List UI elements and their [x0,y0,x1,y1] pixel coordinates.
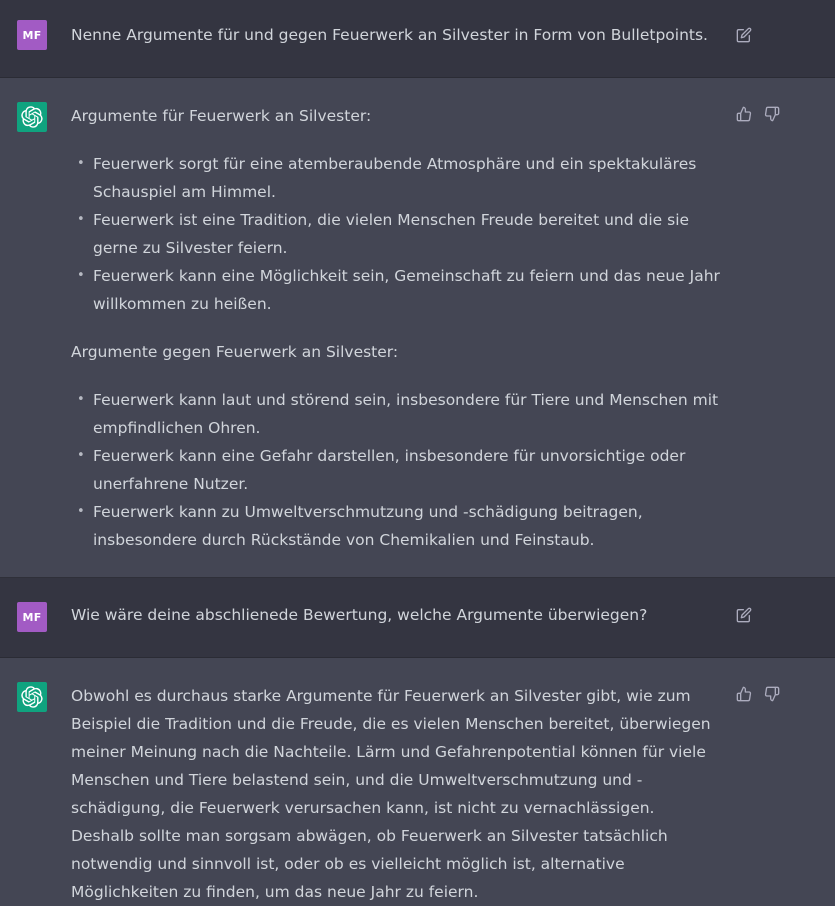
bullet: • [77,212,85,227]
list-item-text: Feuerwerk ist eine Tradition, die vielen Menschen Freude bereitet und die sie gerne zu Silvester feiern. [93,211,690,257]
assistant-message-content [71,682,721,906]
edit-button[interactable] [734,605,754,625]
thumbs-down-icon [764,106,780,122]
assistant-message [0,78,835,578]
user-avatar [17,20,47,50]
pro-heading: Argumente für Feuerwerk an Silvester: [71,107,372,125]
user-message [0,578,835,658]
bullet: • [77,268,85,283]
list-item-text: Feuerwerk sorgt für eine atemberaubende Atmosphäre und ein spektakuläres Schauspiel am Himmel. [93,155,697,201]
assistant-avatar [17,102,47,132]
list-item [71,498,721,554]
assistant-avatar [17,682,47,712]
list-item [71,206,721,262]
list-item-text: Feuerwerk kann eine Möglichkeit sein, Gemeinschaft zu feiern und das neue Jahr willkommen zu heißen. [93,267,720,313]
bullet: • [77,156,85,171]
assistant-message-content [71,102,721,554]
openai-logo-icon [21,686,43,708]
edit-icon [736,27,752,43]
list-item [71,262,721,318]
con-heading: Argumente gegen Feuerwerk an Silvester: [71,343,399,361]
user-message-text [71,601,721,629]
list-item-text: Feuerwerk kann eine Gefahr darstellen, insbesondere für unvorsichtige oder unerfahrene Nutzer. [93,447,686,493]
list-item [71,442,721,498]
openai-logo-icon [21,106,43,128]
thumbs-down-icon [764,686,780,702]
assistant-message [0,658,835,901]
thumbs-down-button[interactable] [762,684,782,704]
thumbs-up-icon [736,686,752,702]
thumbs-up-button[interactable] [734,104,754,124]
bullet: • [77,392,85,407]
edit-button[interactable] [734,25,754,45]
user-avatar-initials: MF [22,610,42,624]
user-message-text [71,21,721,49]
thumbs-down-button[interactable] [762,104,782,124]
pro-list [71,150,721,318]
user-avatar-initials: MF [22,28,42,42]
thumbs-up-button[interactable] [734,684,754,704]
assistant-answer: Obwohl es durchaus starke Argumente für Feuerwerk an Silvester gibt, wie zum Beispiel die Tradition und die Freude, die es vielen Menschen bereitet, überwiegen meiner Meinung nach die Nachteile. Lärm und Gefahrenpotential können für viele Menschen und Tiere belastend sein, und die Umweltverschmutzung und -schädigung, die Feuerwerk verursachen kann, ist nicht zu vernachlässigen. Deshalb sollte man sorgsam abwägen, ob Feuerwerk an Silvester tatsächlich notwendig und sinnvoll ist, oder ob es vielleicht möglich ist, alternative Möglichkeiten zu finden, um das neue Jahr zu feiern. [71,687,711,901]
list-item [71,386,721,442]
user-prompt: Nenne Argumente für und gegen Feuerwerk an Silvester in Form von Bulletpoints. [71,26,708,44]
list-item-text: Feuerwerk kann zu Umweltverschmutzung und -schädigung beitragen, insbesondere durch Rückstände von Chemikalien und Feinstaub. [93,503,643,549]
bullet: • [77,504,85,519]
bullet: • [77,448,85,463]
user-message [0,0,835,78]
edit-icon [736,607,752,623]
thumbs-up-icon [736,106,752,122]
list-item-text: Feuerwerk kann laut und störend sein, insbesondere für Tiere und Menschen mit empfindlichen Ohren. [93,391,719,437]
user-prompt: Wie wäre deine abschlienede Bewertung, welche Argumente überwiegen? [71,606,648,624]
list-item [71,150,721,206]
user-avatar [17,602,47,632]
con-list [71,386,721,554]
